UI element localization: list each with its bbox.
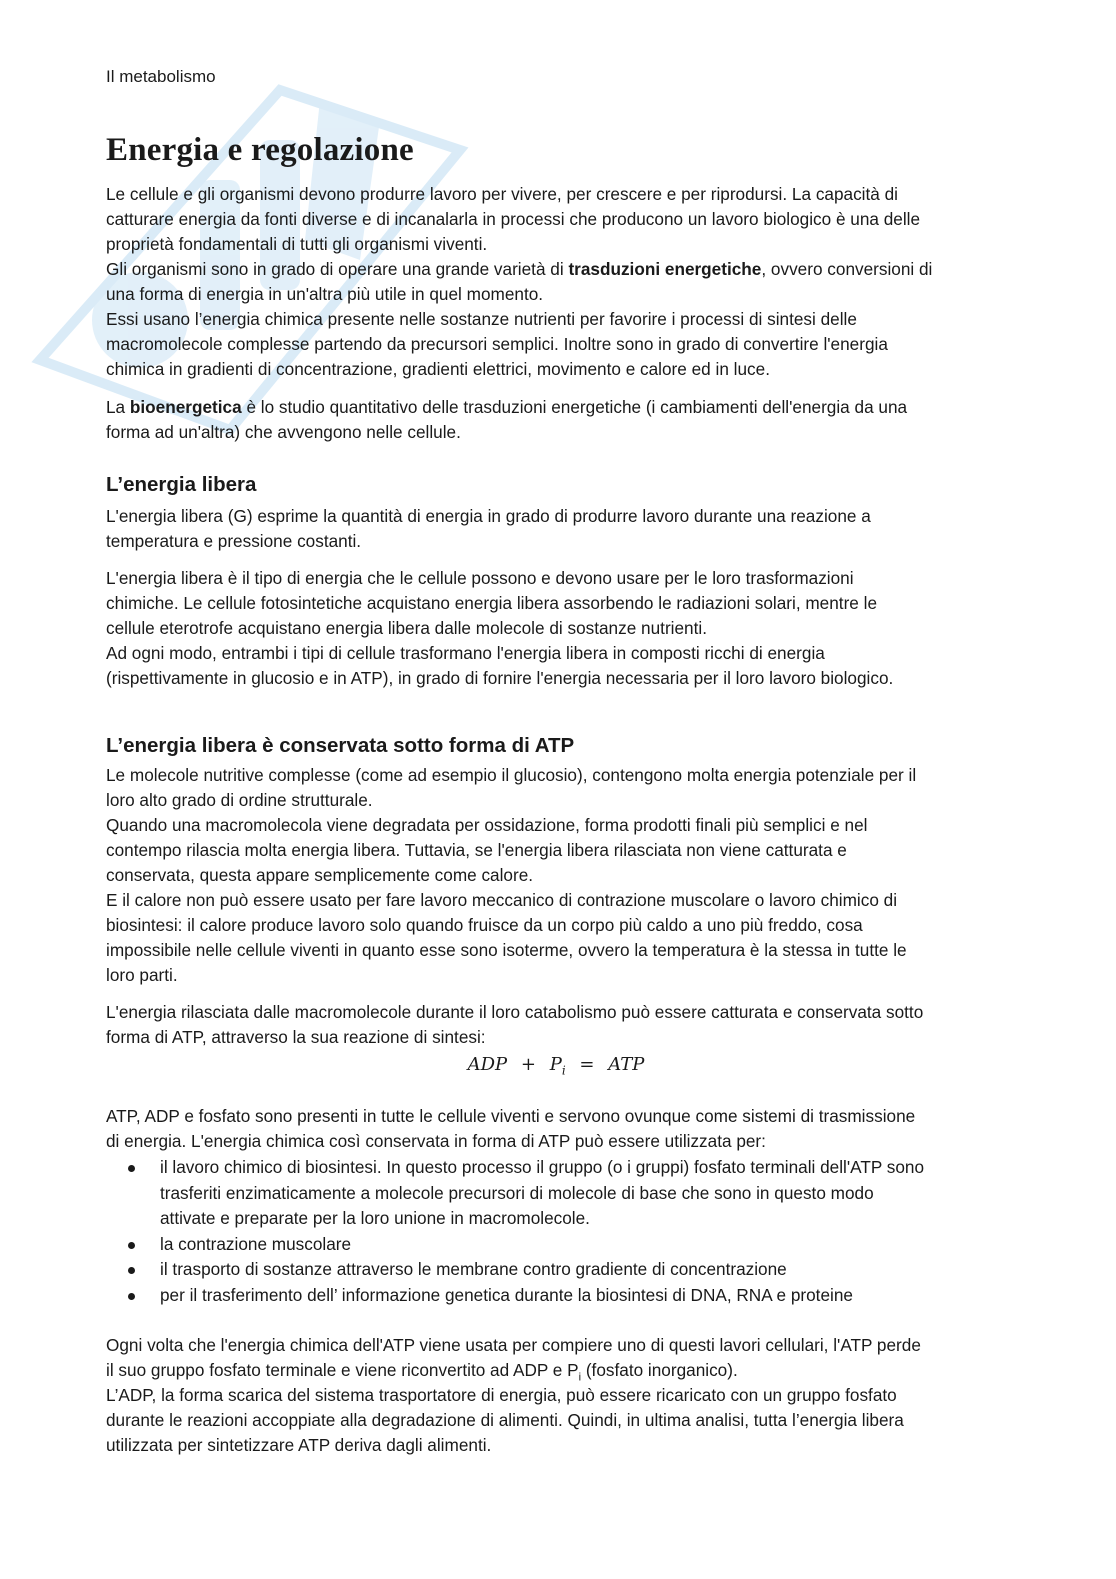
text-line: catturare energia da fonti diverse e di incanalarla in processi che producono un lavoro biologico è una delle (106, 209, 921, 229)
text-line: Le molecole nutritive complesse (come ad esempio il glucosio), contengono molta energia potenziale per il (106, 765, 917, 785)
section2-paragraph-3 (106, 1104, 1006, 1154)
text-span: il suo gruppo fosfato terminale e viene riconvertito ad ADP e P (106, 1360, 579, 1380)
text-span: , ovvero conversioni di (761, 259, 933, 279)
text-line: utilizzata per sintetizzare ATP deriva dagli alimenti. (106, 1435, 492, 1455)
atp-uses-list (106, 1155, 1006, 1308)
text-line (106, 395, 1006, 420)
section1-paragraph-2 (106, 566, 1006, 691)
formula-subscript: i (561, 1063, 566, 1078)
text-line: forma ad un'altra) che avvengono nelle cellule. (106, 422, 461, 442)
text-line: macromolecole complesse partendo da precursori semplici. Inoltre sono in grado di convertire l'energia (106, 334, 888, 354)
text-line: L'energia rilasciata dalle macromolecole durante il loro catabolismo può essere catturata e conservata sotto (106, 1002, 924, 1022)
section2-paragraph-1 (106, 763, 1006, 988)
text-line: una forma di energia in un'altra più utile in quel momento. (106, 284, 544, 304)
subscript: i (578, 1371, 582, 1384)
text-line: L'energia libera (G) esprime la quantità di energia in grado di produrre lavoro durante una reazione a (106, 506, 871, 526)
formula-p: P (549, 1054, 562, 1075)
text-line: di energia. L'energia chimica così conservata in forma di ATP può essere utilizzata per: (106, 1131, 766, 1151)
text-line: ATP, ADP e fosfato sono presenti in tutte le cellule viventi e servono ovunque come sistemi di trasmissione (106, 1106, 916, 1126)
list-item (106, 1257, 1006, 1283)
text-line: il lavoro chimico di biosintesi. In questo processo il gruppo (o i gruppi) fosfato terminali dell'ATP sono (160, 1157, 925, 1177)
text-line: L’ADP, la forma scarica del sistema trasportatore di energia, può essere ricaricato con un gruppo fosfato (106, 1385, 897, 1405)
text-line: durante le reazioni accoppiate alla degradazione di alimenti. Quindi, in ultima analisi, tutta l’energia libera (106, 1410, 904, 1430)
text-line: chimica in gradienti di concentrazione, gradienti elettrici, movimento e calore ed in luce. (106, 359, 770, 379)
text-span: è lo studio quantitativo delle trasduzioni energetiche (i cambiamenti dell'energia da una (241, 397, 908, 417)
text-span: Gli organismi sono in grado di operare una grande varietà di (106, 259, 569, 279)
text-line (106, 1358, 1006, 1383)
formula-atp: ATP (608, 1054, 645, 1075)
text-line: attivate e preparate per la loro unione in macromolecole. (160, 1208, 590, 1228)
list-item (106, 1232, 1006, 1258)
text-line: Essi usano l’energia chimica presente nelle sostanze nutrienti per favorire i processi di sintesi delle (106, 309, 857, 329)
section2-paragraph-4 (106, 1333, 1006, 1458)
text-span: La (106, 397, 130, 417)
bioenergetica-paragraph (106, 395, 1006, 445)
section-heading: L’energia libera è conservata sotto forma di ATP (106, 734, 575, 757)
intro-paragraph (106, 182, 1006, 382)
text-line: impossibile nelle cellule viventi in quanto esse sono isoterme, ovvero la temperatura è la stessa in tutte le (106, 940, 907, 960)
text-line: loro alto grado di ordine strutturale. (106, 790, 373, 810)
text-line: temperatura e pressione costanti. (106, 531, 362, 551)
text-line: conservata, questa appare semplicemente come calore. (106, 865, 534, 885)
text-line: proprietà fondamentali di tutti gli organismi viventi. (106, 234, 488, 254)
text-line: il trasporto di sostanze attraverso le membrane contro gradiente di concentrazione (160, 1259, 787, 1279)
text-line: la contrazione muscolare (160, 1233, 352, 1254)
text-line: chimiche. Le cellule fotosintetiche acquistano energia libera assorbendo le radiazioni solari, mentre le (106, 593, 878, 613)
bold-term: bioenergetica (129, 397, 242, 417)
formula-plus: + (520, 1054, 536, 1075)
text-line: (rispettivamente in glucosio e in ATP), in grado di fornire l'energia necessaria per il loro lavoro biologico. (106, 668, 894, 688)
section2-paragraph-2 (106, 1000, 1006, 1050)
page-title: Energia e regolazione (106, 132, 414, 168)
text-line: loro parti. (106, 965, 178, 985)
text-line: cellule eterotrofe acquistano energia libera dalle molecole di sostanze nutrienti. (106, 618, 707, 638)
formula-equals: = (579, 1054, 595, 1075)
text-line: Quando una macromolecola viene degradata per ossidazione, forma prodotti finali più semplici e nel (106, 815, 868, 835)
text-line: contempo rilascia molta energia libera. Tuttavia, se l'energia libera rilasciata non viene catturata e (106, 840, 847, 860)
text-line: Ogni volta che l'energia chimica dell'ATP viene usata per compiere uno di questi lavori cellulari, l'ATP perde (106, 1335, 921, 1355)
bold-term: trasduzioni energetiche (568, 259, 762, 279)
text-line: E il calore non può essere usato per fare lavoro meccanico di contrazione muscolare o lavoro chimico di (106, 890, 898, 910)
section1-paragraph-1 (106, 504, 1006, 554)
section-heading: L’energia libera (106, 473, 257, 496)
text-span: (fosfato inorganico). (581, 1360, 738, 1380)
text-line: biosintesi: il calore produce lavoro solo quando fruisce da un corpo più caldo a uno più freddo, cosa (106, 915, 863, 935)
formula-pi (549, 1054, 566, 1078)
formula-adp: ADP (467, 1054, 508, 1075)
text-line: Le cellule e gli organismi devono produrre lavoro per vivere, per crescere e per riprodursi. La capacità di (106, 184, 898, 204)
list-item (106, 1283, 1006, 1309)
running-head: Il metabolismo (106, 67, 216, 86)
atp-synthesis-formula (106, 1054, 1006, 1078)
list-item (106, 1155, 1006, 1232)
text-line: L'energia libera è il tipo di energia che le cellule possono e devono usare per le loro trasformazioni (106, 568, 854, 588)
text-line: trasferiti enzimaticamente a molecole precursori di molecole di base che sono in questo modo (160, 1182, 874, 1203)
text-line: per il trasferimento dell’ informazione genetica durante la biosintesi di DNA, RNA e proteine (160, 1284, 853, 1305)
text-line: forma di ATP, attraverso la sua reazione di sintesi: (106, 1027, 486, 1047)
text-line (106, 257, 1006, 282)
text-line: Ad ogni modo, entrambi i tipi di cellule trasformano l'energia libera in composti ricchi di energia (106, 643, 825, 663)
